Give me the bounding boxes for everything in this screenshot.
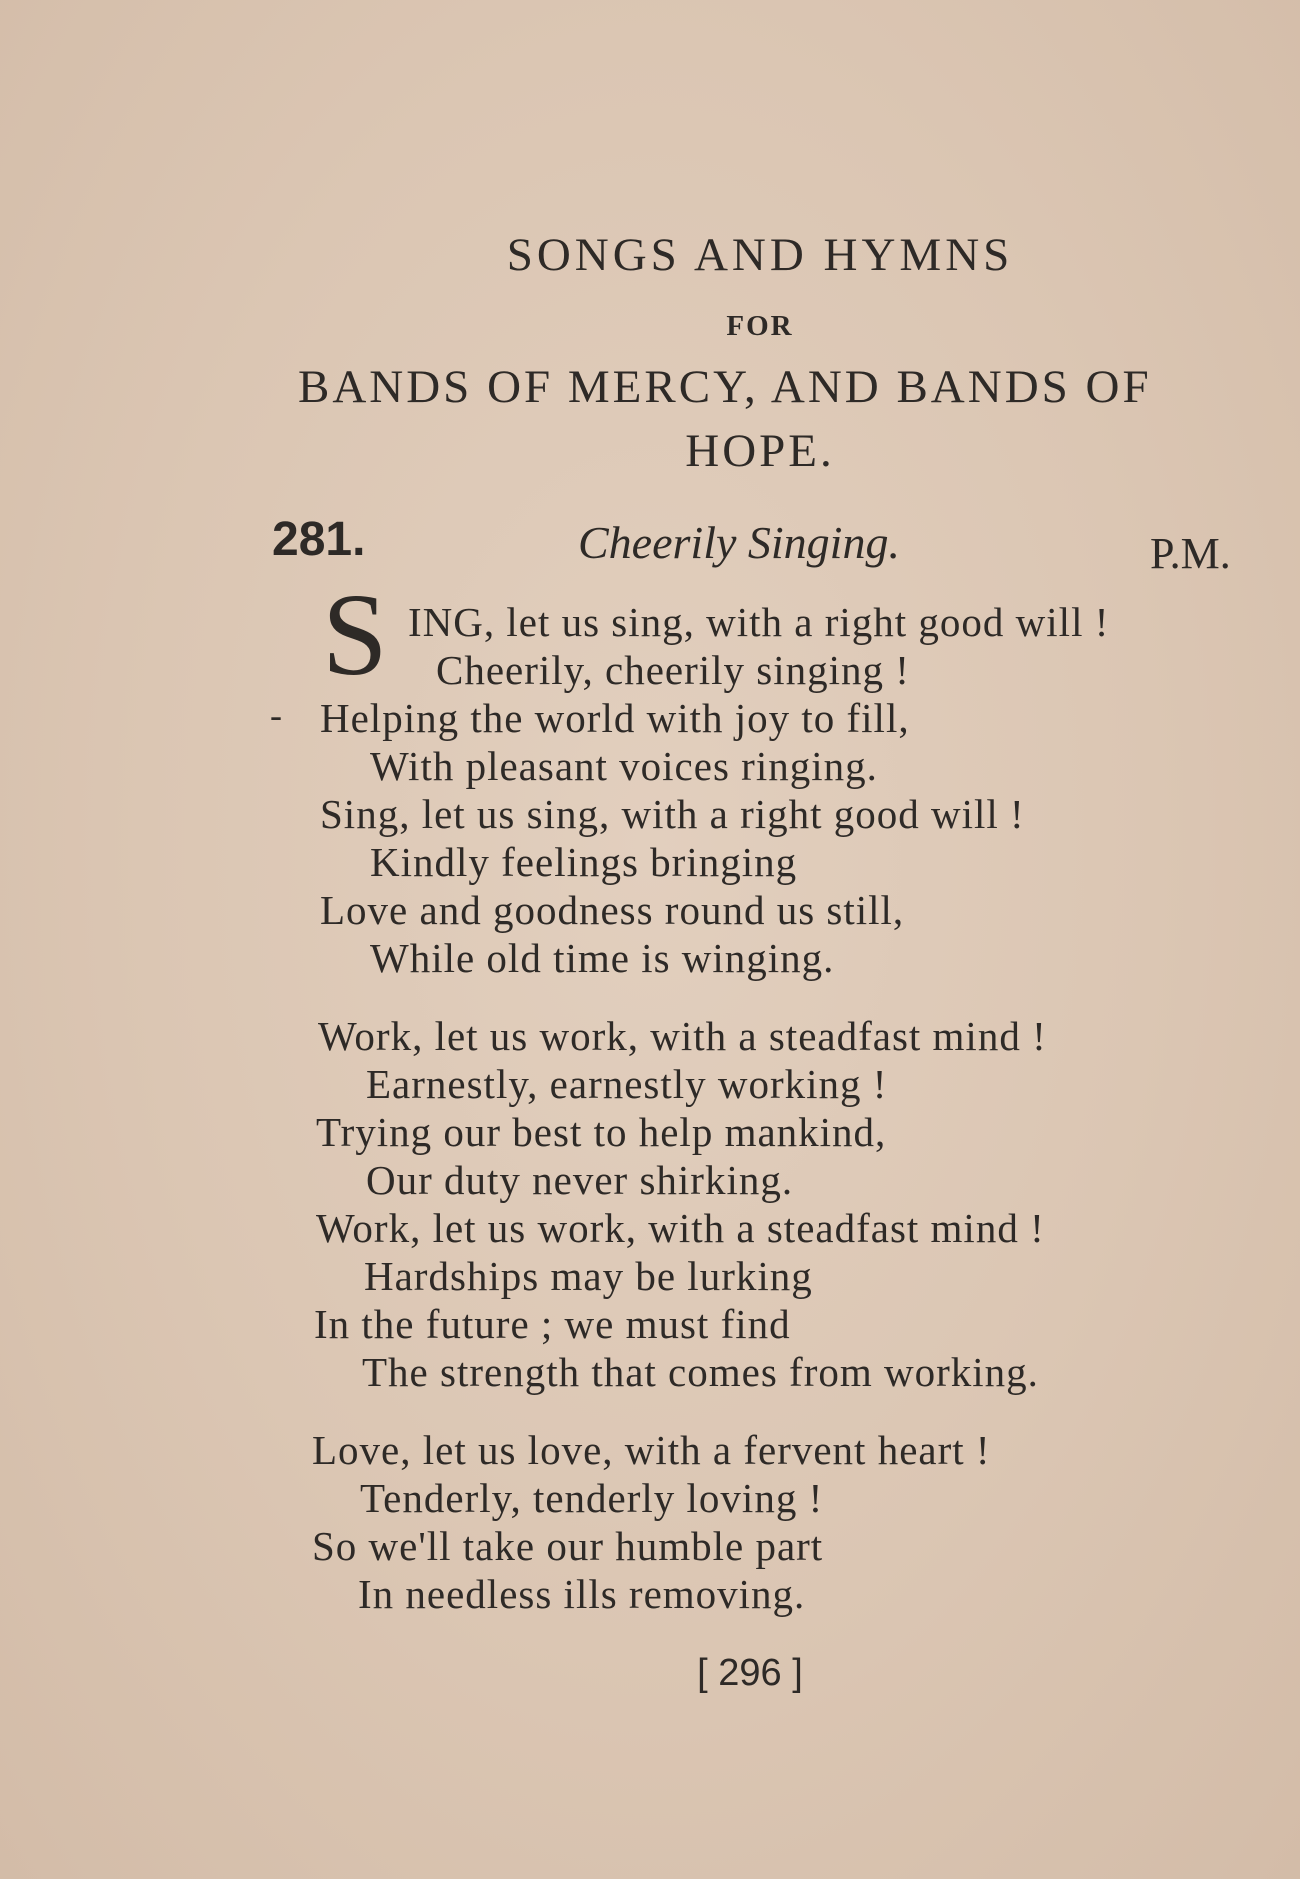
verse-2-line-8: The strength that comes from working. (362, 1349, 1039, 1395)
verse-2-line-3: Trying our best to help mankind, (316, 1109, 887, 1155)
hymn-title: Cheerily Singing. (578, 517, 900, 568)
verse-1-line-4: With pleasant voices ringing. (370, 743, 878, 789)
section-subtitle-continued: HOPE. (685, 425, 835, 477)
verse-3-line-3: So we'll take our humble part (312, 1523, 824, 1569)
verse-2-line-1: Work, let us work, with a steadfast mind ! (318, 1013, 1047, 1059)
verse-1-line-6: Kindly feelings bringing (370, 839, 798, 885)
verse-2-line-6: Hardships may be lurking (364, 1253, 813, 1299)
section-subtitle: BANDS OF MERCY, AND BANDS OF (298, 361, 1152, 413)
verse-1-line-7: Love and goodness round us still, (320, 887, 905, 933)
verse-3-line-4: In needless ills removing. (358, 1571, 806, 1617)
section-title: SONGS AND HYMNS (506, 229, 1014, 281)
verse-2-line-5: Work, let us work, with a steadfast mind ! (316, 1205, 1045, 1251)
verse-1-line-8: While old time is winging. (370, 935, 835, 981)
drop-cap: S (322, 569, 388, 700)
verse-3-line-1: Love, let us love, with a fervent heart ! (312, 1427, 991, 1473)
verse-2-line-7: In the future ; we must find (314, 1301, 791, 1347)
margin-mark: - (270, 695, 282, 735)
verse-2-line-4: Our duty never shirking. (366, 1157, 794, 1203)
hymn-meter: P.M. (1150, 529, 1231, 578)
verse-1-line-2: Cheerily, cheerily singing ! (436, 647, 910, 693)
hymn-number: 281. (272, 513, 366, 566)
verse-1-line-1: ING, let us sing, with a right good will ! (408, 599, 1110, 645)
verse-1-line-3: Helping the world with joy to fill, (320, 695, 910, 741)
page-number: [ 296 ] (697, 1652, 803, 1694)
verse-3-line-2: Tenderly, tenderly loving ! (360, 1475, 824, 1521)
section-title-for: FOR (726, 310, 794, 342)
verse-1-line-5: Sing, let us sing, with a right good will ! (320, 791, 1025, 837)
verse-2-line-2: Earnestly, earnestly working ! (366, 1061, 888, 1107)
